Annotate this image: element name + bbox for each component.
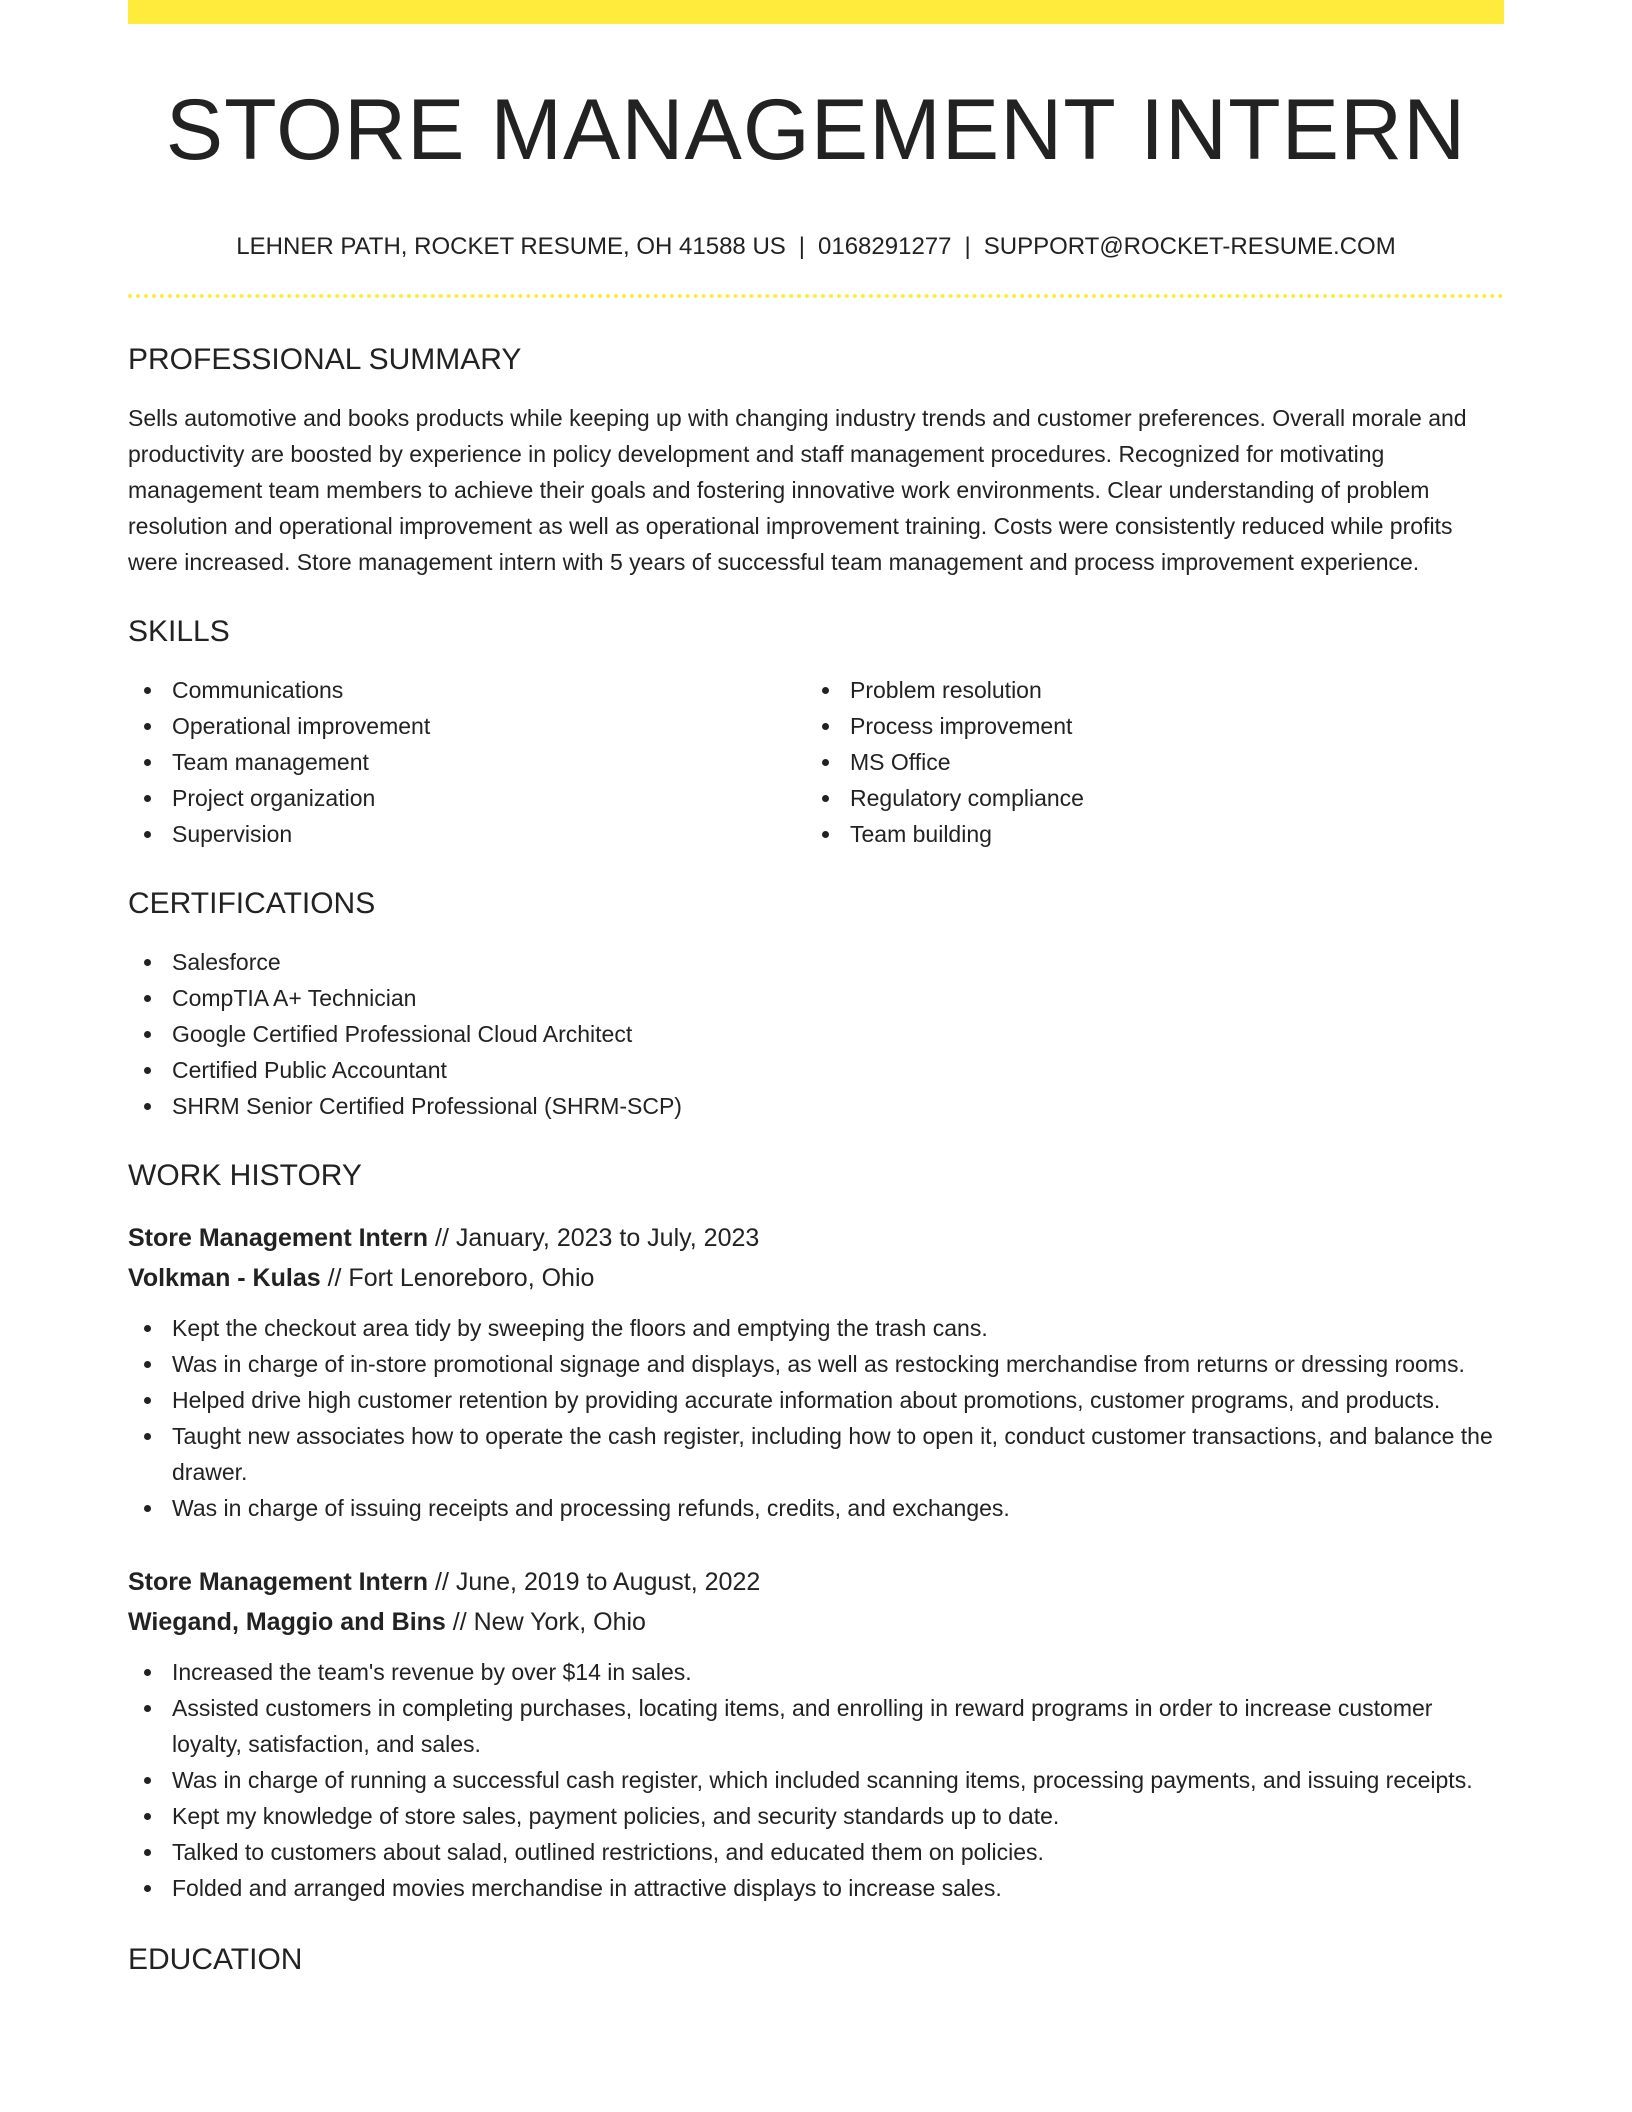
job-duty: Assisted customers in completing purchases, locating items, and enrolling in reward programs in order to increase customer loyalty, satisfaction, and sales. bbox=[128, 1690, 1504, 1762]
job-duty: Folded and arranged movies merchandise in attractive displays to increase sales. bbox=[128, 1870, 1504, 1906]
work-history-heading: WORK HISTORY bbox=[128, 1159, 362, 1192]
certifications-list bbox=[128, 944, 1504, 1124]
contact-address: LEHNER PATH, ROCKET RESUME, OH 41588 US bbox=[236, 233, 786, 260]
contact-email: SUPPORT@ROCKET-RESUME.COM bbox=[983, 233, 1396, 260]
skill-item: Project organization bbox=[128, 780, 806, 816]
skills-list-left bbox=[128, 672, 806, 852]
skill-item: Operational improvement bbox=[128, 708, 806, 744]
job-location: // Fort Lenoreboro, Ohio bbox=[320, 1264, 595, 1292]
job-duties-list bbox=[128, 1654, 1504, 1906]
job-role-line bbox=[128, 1218, 1504, 1258]
job-role-line bbox=[128, 1562, 1504, 1602]
job-duties-list bbox=[128, 1310, 1504, 1526]
certification-item: CompTIA A+ Technician bbox=[128, 980, 1504, 1016]
job-entry bbox=[128, 1562, 1504, 1906]
job-duty: Was in charge of running a successful cash register, which included scanning items, processing payments, and issuing receipts. bbox=[128, 1762, 1504, 1798]
job-duty: Kept my knowledge of store sales, payment policies, and security standards up to date. bbox=[128, 1798, 1504, 1834]
skill-item: Communications bbox=[128, 672, 806, 708]
job-dates: // January, 2023 to July, 2023 bbox=[428, 1224, 760, 1252]
skill-item: Process improvement bbox=[806, 708, 1484, 744]
job-company: Volkman - Kulas bbox=[128, 1264, 321, 1292]
job-dates: // June, 2019 to August, 2022 bbox=[428, 1568, 761, 1596]
job-duty: Increased the team's revenue by over $14 in sales. bbox=[128, 1654, 1504, 1690]
certification-item: Certified Public Accountant bbox=[128, 1052, 1504, 1088]
certifications-heading: CERTIFICATIONS bbox=[128, 887, 376, 920]
skill-item: Supervision bbox=[128, 816, 806, 852]
skill-item: Team management bbox=[128, 744, 806, 780]
job-duty: Was in charge of in-store promotional signage and displays, as well as restocking merchandise from returns or dressing rooms. bbox=[128, 1346, 1504, 1382]
job-entry bbox=[128, 1218, 1504, 1526]
dotted-divider bbox=[128, 294, 1504, 298]
job-company-line bbox=[128, 1258, 1504, 1298]
skill-item: Regulatory compliance bbox=[806, 780, 1484, 816]
summary-heading: PROFESSIONAL SUMMARY bbox=[128, 343, 522, 376]
job-role: Store Management Intern bbox=[128, 1568, 429, 1596]
skills-list-right bbox=[806, 672, 1484, 852]
job-role: Store Management Intern bbox=[128, 1224, 429, 1252]
job-company: Wiegand, Maggio and Bins bbox=[128, 1608, 446, 1636]
summary-text: Sells automotive and books products while keeping up with changing industry trends and customer preferences. Overall morale and productivity are boosted by experience in policy development and staff management procedures. Recognized for motivating management team members to achieve their goals and fostering innovative work environments. Clear understanding of problem resolution and operational improvement as well as operational improvement training. Costs were consistently reduced while profits were increased. Store management intern with 5 years of successful team management and process improvement experience. bbox=[128, 405, 1467, 575]
skills-columns bbox=[128, 672, 1504, 852]
contact-separator: | bbox=[964, 233, 971, 260]
job-location: // New York, Ohio bbox=[445, 1608, 646, 1636]
job-duty: Helped drive high customer retention by providing accurate information about promotions, customer programs, and products. bbox=[128, 1382, 1504, 1418]
certification-item: Salesforce bbox=[128, 944, 1504, 980]
certification-item: SHRM Senior Certified Professional (SHRM-SCP) bbox=[128, 1088, 1504, 1124]
skill-item: Team building bbox=[806, 816, 1484, 852]
skill-item: MS Office bbox=[806, 744, 1484, 780]
certification-item: Google Certified Professional Cloud Architect bbox=[128, 1016, 1504, 1052]
skills-heading: SKILLS bbox=[128, 615, 230, 648]
job-duty: Talked to customers about salad, outlined restrictions, and educated them on policies. bbox=[128, 1834, 1504, 1870]
skill-item: Problem resolution bbox=[806, 672, 1484, 708]
job-duty: Taught new associates how to operate the cash register, including how to open it, conduct customer transactions, and balance the drawer. bbox=[128, 1418, 1504, 1490]
job-duty: Kept the checkout area tidy by sweeping the floors and emptying the trash cans. bbox=[128, 1310, 1504, 1346]
contact-separator: | bbox=[798, 233, 806, 260]
resume-content bbox=[128, 0, 1504, 1978]
job-company-line bbox=[128, 1602, 1504, 1642]
job-duty: Was in charge of issuing receipts and processing refunds, credits, and exchanges. bbox=[128, 1490, 1504, 1526]
contact-line bbox=[128, 232, 1504, 262]
contact-phone: 0168291277 bbox=[818, 233, 952, 260]
candidate-title: STORE MANAGEMENT INTERN bbox=[165, 82, 1467, 178]
education-heading: EDUCATION bbox=[128, 1943, 303, 1976]
